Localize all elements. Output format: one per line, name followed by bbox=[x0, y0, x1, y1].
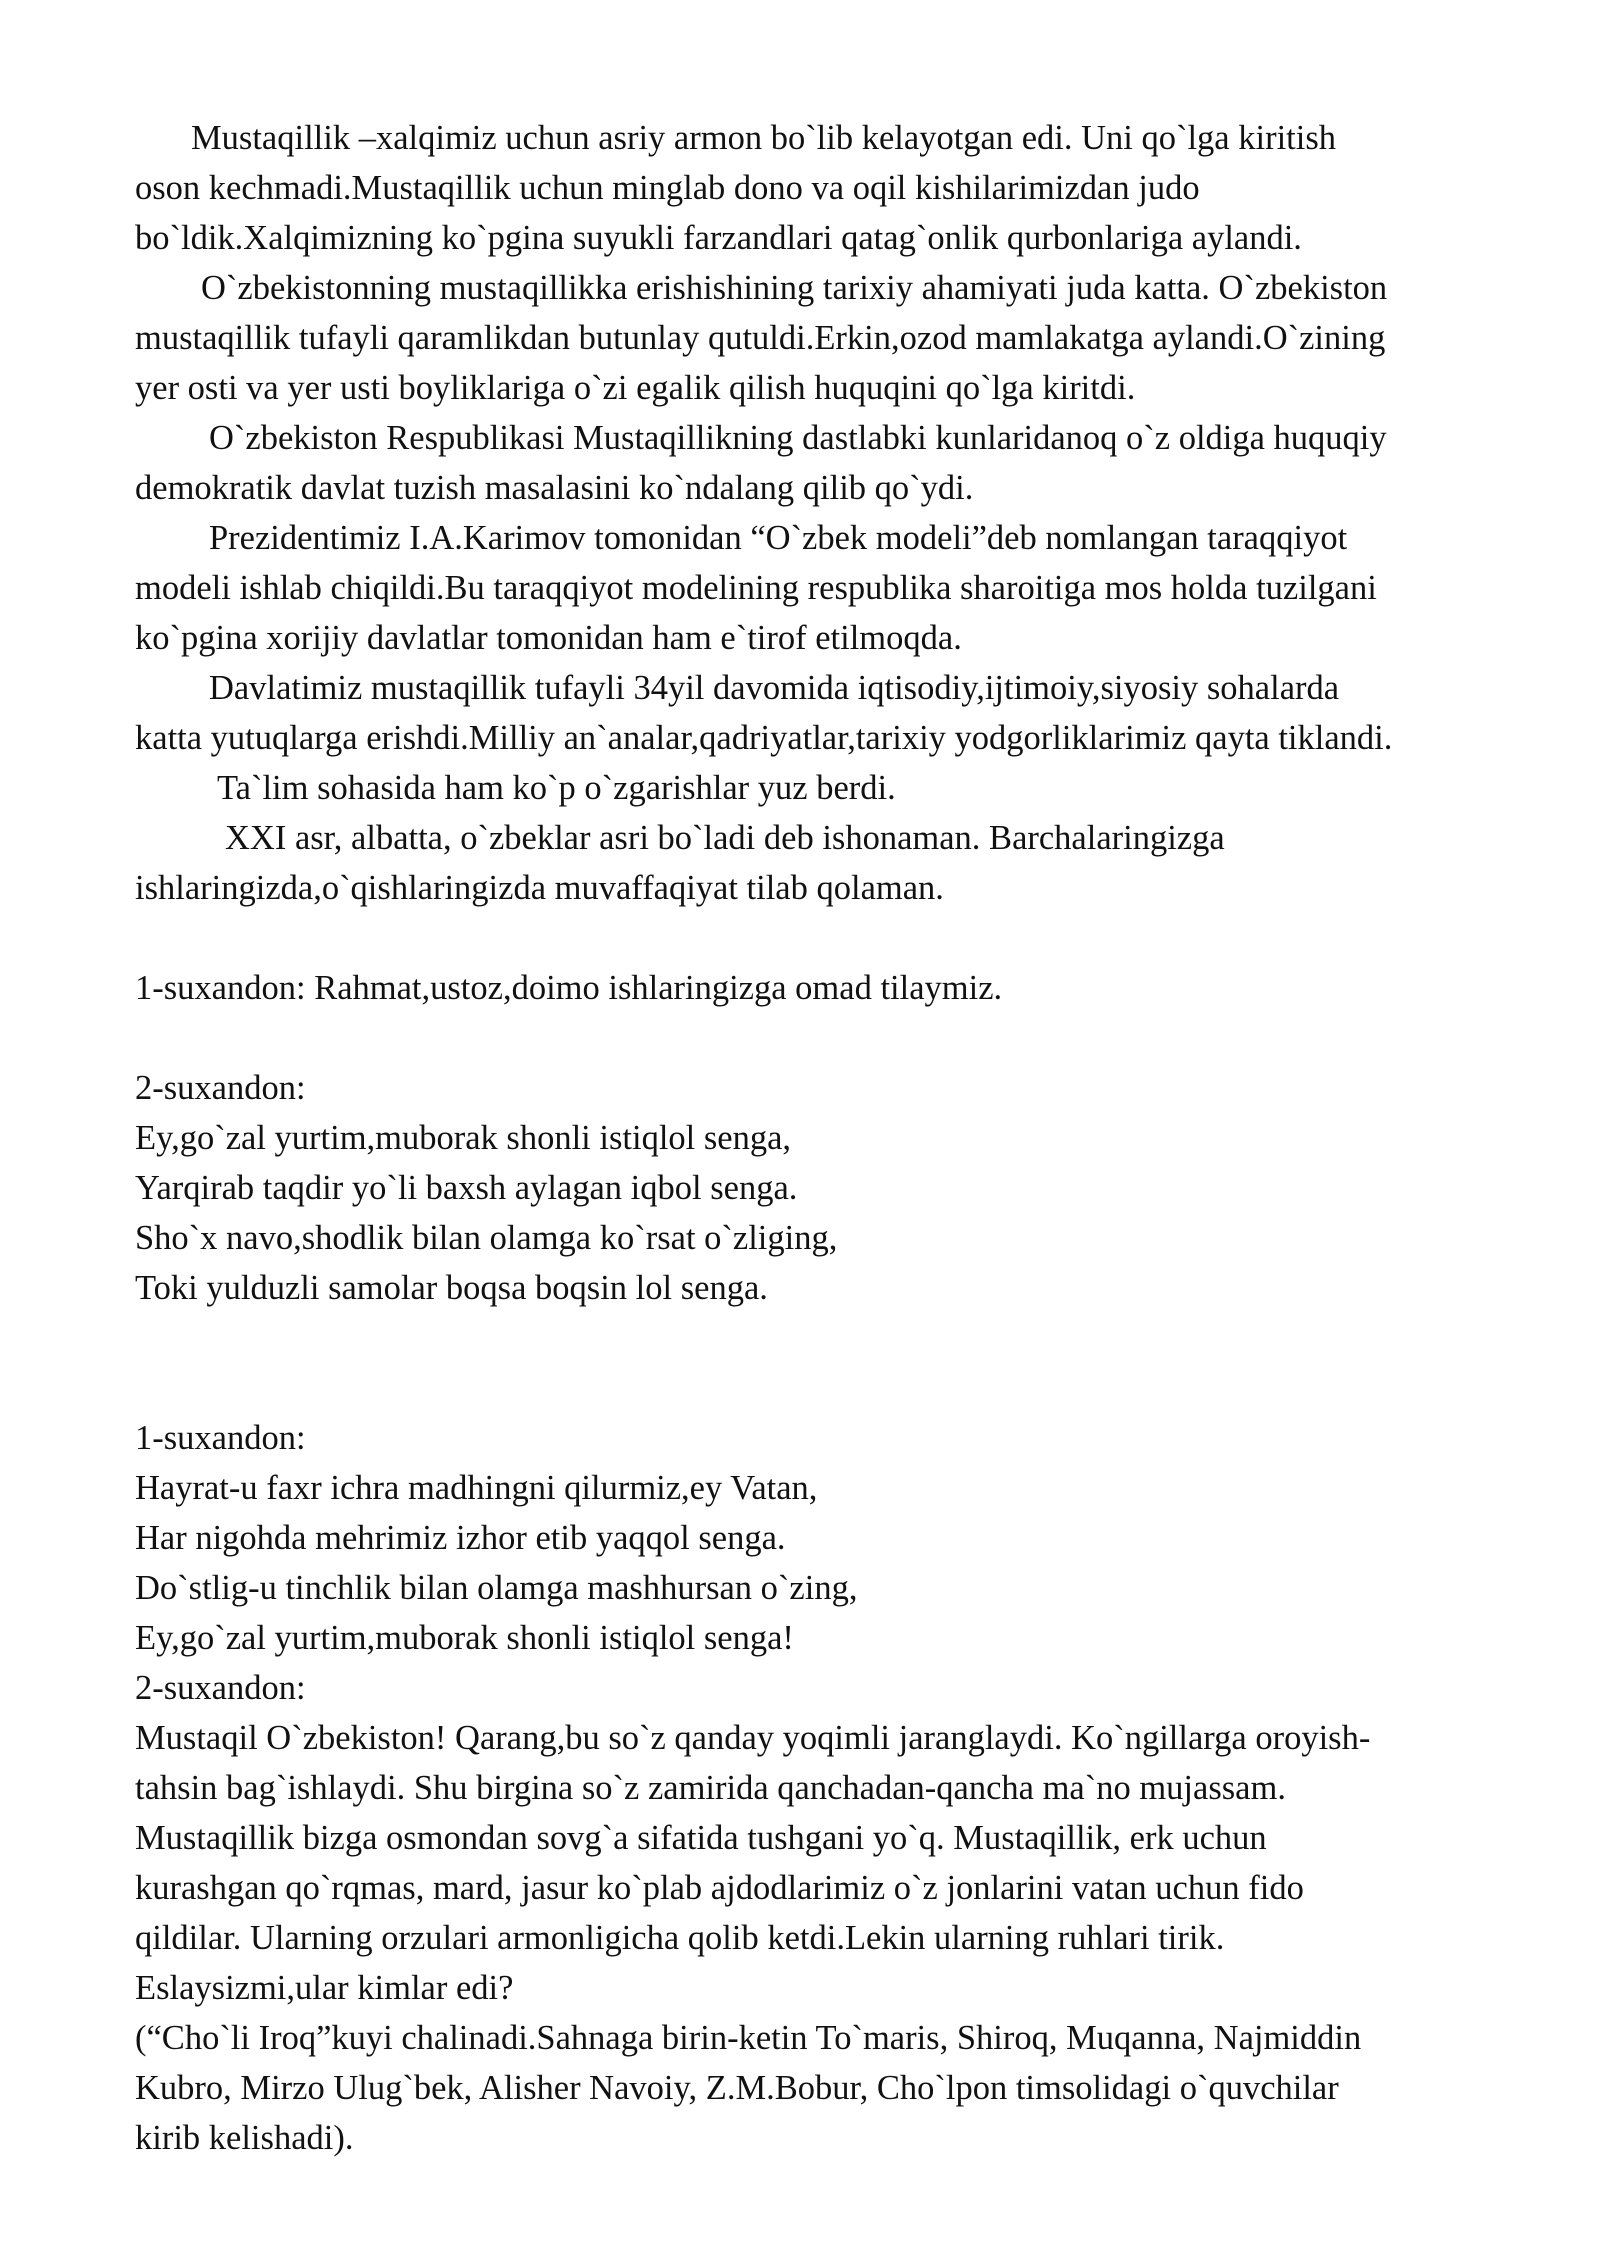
spacer bbox=[135, 1313, 1520, 1413]
text-line: kirib kelishadi). bbox=[135, 2119, 354, 2157]
text-line: kurashgan qo`rqmas, mard, jasur ko`plab ajdodlarimiz o`z jonlarini vatan uchun fido bbox=[135, 1869, 1304, 1907]
text-line: tahsin bag`ishlaydi. Shu birgina so`z zamirida qanchadan-qancha ma`no mujassam. bbox=[135, 1769, 1286, 1807]
text-line: Davlatimiz mustaqillik tufayli 34yil davomida iqtisodiy,ijtimoiy,siyosiy sohalarda bbox=[209, 669, 1340, 707]
poem-stanza-2 bbox=[135, 1463, 1520, 1663]
poem-line: Yarqirab taqdir yo`li baxsh aylagan iqbol senga. bbox=[135, 1169, 798, 1207]
document-page bbox=[135, 113, 1520, 2163]
poem-stanza-1 bbox=[135, 1113, 1520, 1313]
text-line: ishlaringizda,o`qishlaringizda muvaffaqiyat tilab qolaman. bbox=[135, 869, 944, 907]
intro-paragraphs bbox=[135, 113, 1520, 913]
text-line: ko`pgina xorijiy davlatlar tomonidan ham e`tirof etilmoqda. bbox=[135, 619, 962, 657]
text-line: qildilar. Ularning orzulari armonligicha qolib ketdi.Lekin ularning ruhlari tirik. bbox=[135, 1919, 1225, 1957]
text-line: Mustaqillik –xalqimiz uchun asriy armon bo`lib kelayotgan edi. Uni qo`lga kiritish bbox=[191, 119, 1337, 157]
spacer bbox=[135, 1013, 1520, 1063]
speaker-1-label: 1-suxandon: bbox=[135, 1419, 306, 1457]
text-line: Eslaysizmi,ular kimlar edi? bbox=[135, 1969, 514, 2007]
text-line: yer osti va yer usti boyliklariga o`zi egalik qilish huquqini qo`lga kiritdi. bbox=[135, 369, 1136, 407]
text-line: O`zbekiston Respublikasi Mustaqillikning dastlabki kunlaridanoq o`z oldiga huquqiy bbox=[209, 419, 1387, 457]
poem-line: Ey,go`zal yurtim,muborak shonli istiqlol senga! bbox=[135, 1619, 794, 1657]
text-line: katta yutuqlarga erishdi.Milliy an`analar,qadriyatlar,tarixiy yodgorliklarimiz qayta tiklandi. bbox=[135, 719, 1393, 757]
poem-line: Do`stlig-u tinchlik bilan olamga mashhursan o`zing, bbox=[135, 1569, 858, 1607]
text-line: Ta`lim sohasida ham ko`p o`zgarishlar yuz berdi. bbox=[217, 769, 896, 807]
text-line: demokratik davlat tuzish masalasini ko`ndalang qilib qo`ydi. bbox=[135, 469, 974, 507]
text-line: Mustaqil O`zbekiston! Qarang,bu so`z qanday yoqimli jaranglaydi. Ko`ngillarga oroyish- bbox=[135, 1719, 1371, 1757]
text-line: XXI asr, albatta, o`zbeklar asri bo`ladi deb ishonaman. Barchalaringizga bbox=[225, 819, 1225, 857]
text-line: bo`ldik.Xalqimizning ko`pgina suyukli farzandlari qatag`onlik qurbonlariga aylandi. bbox=[135, 219, 1302, 257]
poem-line: Ey,go`zal yurtim,muborak shonli istiqlol senga, bbox=[135, 1119, 792, 1157]
text-line: mustaqillik tufayli qaramlikdan butunlay qutuldi.Erkin,ozod mamlakatga aylandi.O`zining bbox=[135, 319, 1386, 357]
poem-line: Sho`x navo,shodlik bilan olamga ko`rsat o`zliging, bbox=[135, 1219, 838, 1257]
text-line: Mustaqillik bizga osmondan sovg`a sifatida tushgani yo`q. Mustaqillik, erk uchun bbox=[135, 1819, 1267, 1857]
speaker-2b-label: 2-suxandon: bbox=[135, 1669, 306, 1707]
text-line: O`zbekistonning mustaqillikka erishishining tarixiy ahamiyati juda katta. O`zbekiston bbox=[201, 269, 1388, 307]
text-line: Prezidentimiz I.A.Karimov tomonidan “O`zbek modeli”deb nomlangan taraqqiyot bbox=[209, 519, 1348, 557]
speaker-2-label: 2-suxandon: bbox=[135, 1069, 306, 1107]
poem-line: Har nigohda mehrimiz izhor etib yaqqol senga. bbox=[135, 1519, 786, 1557]
text-line: modeli ishlab chiqildi.Bu taraqqiyot modelining respublika sharoitiga mos holda tuzilgani bbox=[135, 569, 1377, 607]
spacer bbox=[135, 913, 1520, 963]
text-line: oson kechmadi.Mustaqillik uchun minglab dono va oqil kishilarimizdan judo bbox=[135, 169, 1200, 207]
poem-line: Hayrat-u faxr ichra madhingni qilurmiz,ey Vatan, bbox=[135, 1469, 818, 1507]
speaker-1-reply: 1-suxandon: Rahmat,ustoz,doimo ishlaringizga omad tilaymiz. bbox=[135, 969, 1003, 1007]
text-line: Kubro, Mirzo Ulug`bek, Alisher Navoiy, Z.M.Bobur, Cho`lpon timsolidagi o`quvchilar bbox=[135, 2069, 1339, 2107]
closing-paragraph bbox=[135, 1713, 1520, 2163]
poem-line: Toki yulduzli samolar boqsa boqsin lol senga. bbox=[135, 1269, 768, 1307]
text-line: (“Cho`li Iroq”kuyi chalinadi.Sahnaga birin-ketin To`maris, Shiroq, Muqanna, Najmiddin bbox=[135, 2019, 1362, 2057]
